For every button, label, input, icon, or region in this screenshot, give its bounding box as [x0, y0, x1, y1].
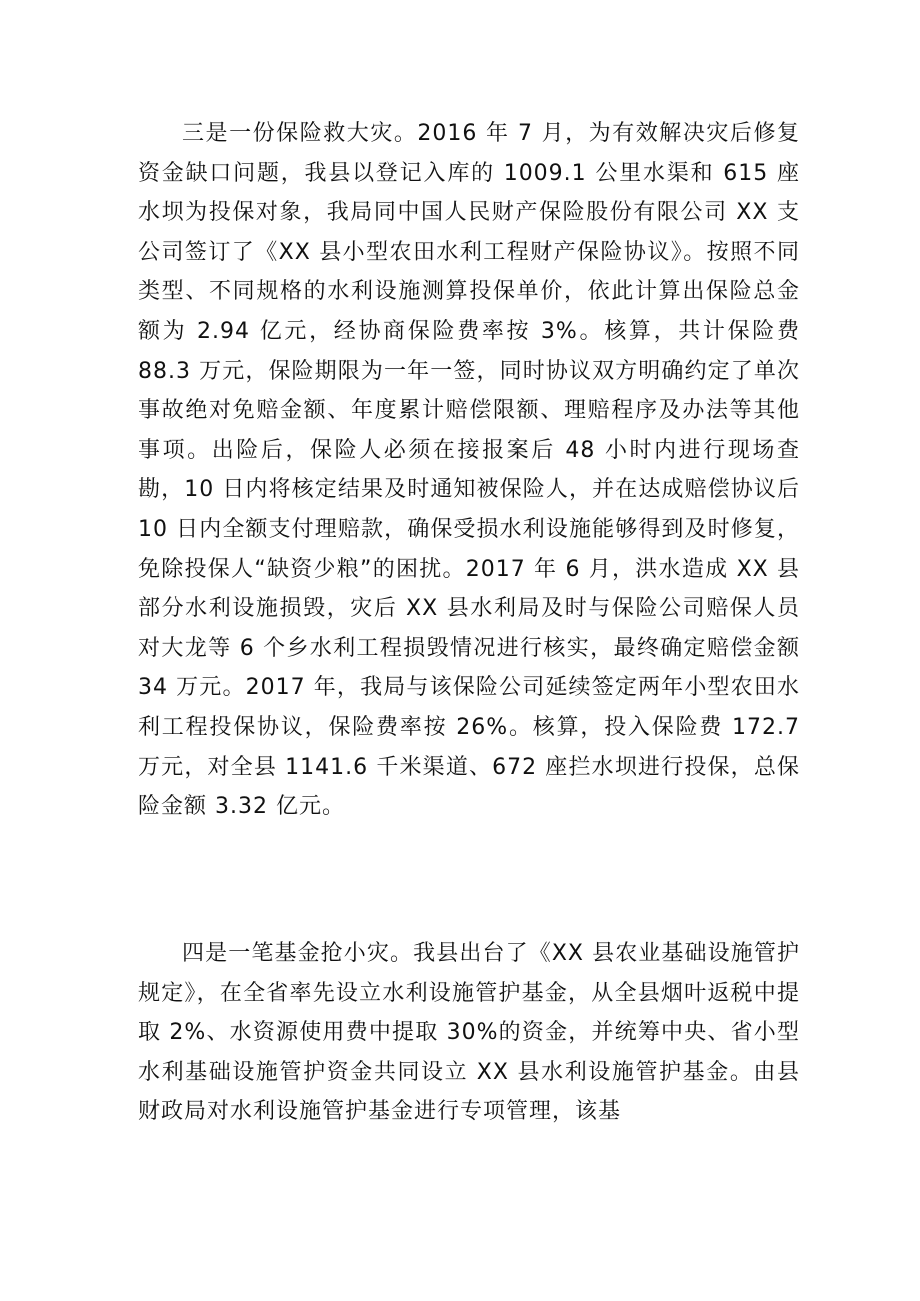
paragraph-fund: 四是一笔基金抢小灾。我县出台了《XX 县农业基础设施管护规定》，在全省率先设立水利设施管护基金，从全县烟叶返税中提取 2%、水资源使用费中提取 30%的资金，并统筹中央、省小型水利基础设施管护资金共同设立 XX 县水利设施管护基金。由县财政局对水利设施管护基金进行专项管理，该基: [138, 941, 800, 1125]
paragraph-insurance: 三是一份保险救大灾。2016 年 7 月，为有效解决灾后修复资金缺口问题，我县以登记入库的 1009.1 公里水渠和 615 座水坝为投保对象，我局同中国人民财产保险股份有限公司 XX 支公司签订了《XX 县小型农田水利工程财产保险协议》。按照不同类型、不同规格的水利设施测算投保单价，依此计算出保险总金额为 2.94 亿元，经协商保险费率按 3%。核算，共计保险费 88.3 万元，保险期限为一年一签，同时协议双方明确约定了单次事故绝对免赔金额、年度累计赔偿限额、理赔程序及办法等其他事项。出险后，保险人必须在接报案后 48 小时内进行现场查勘，10 日内将核定结果及时通知被保险人，并在达成赔偿协议后 10 日内全额支付理赔款，确保受损水利设施能够得到及时修复，免除投保人“缺资少粮”的困扰。2017 年 6 月，洪水造成 XX 县部分水利设施损毁，灾后 XX 县水利局及时与保险公司赔保人员对大龙等 6 个乡水利工程损毁情况进行核实，最终确定赔偿金额 34 万元。2017 年，我局与该保险公司延续签定两年小型农田水利工程投保协议，保险费率按 26%。核算，投入保险费 172.7 万元，对全县 1141.6 千米渠道、672 座拦水坝进行投保，总保险金额 3.32 亿元。: [138, 121, 800, 820]
